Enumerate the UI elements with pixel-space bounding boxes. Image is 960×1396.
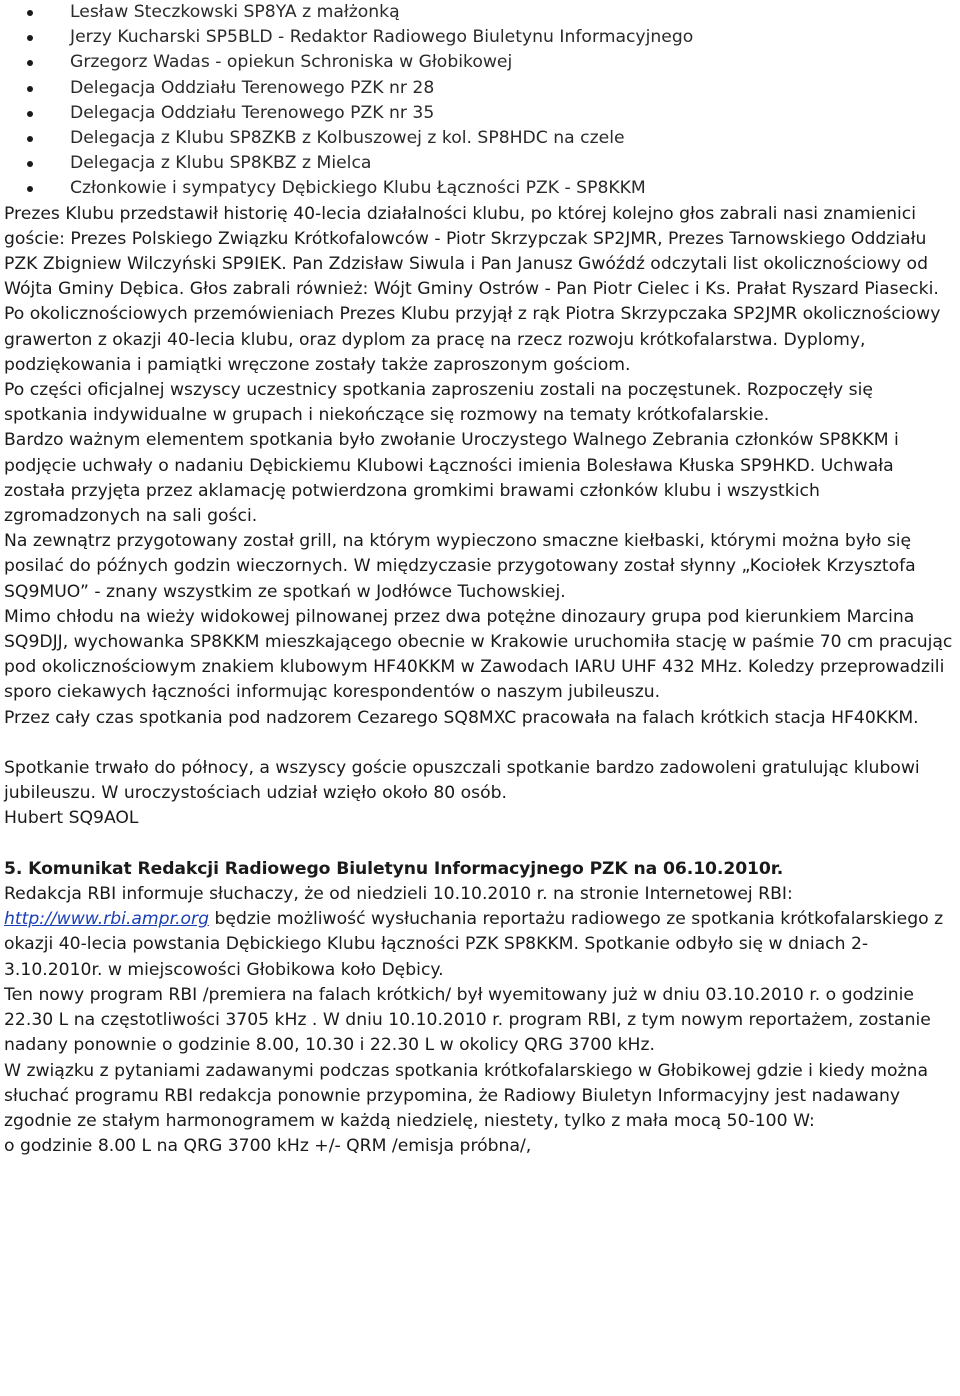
paragraph-general-meeting: Bardzo ważnym elementem spotkania było zwołanie Uroczystego Walnego Zebrania członków SP8KKM i podjęcie uchwały o nadaniu Dębickiemu Klubowi Łączności imienia Bolesława Kłuska SP9HKD. Uchwała została przyjęta przez aklamację potwierdzona gromkimi brawami członków klubu i wszystkich zgromadzonych na sali gości. xyxy=(4,430,899,527)
guest-list xyxy=(4,0,958,202)
paragraph-award: Po okolicznościowych przemówieniach Prezes Klubu przyjął z rąk Piotra Skrzypczaka SP2JMR okolicznościowy grawerton z okazji 40-lecia klubu, oraz dyplom za pracę na rzecz rozwoju krótkofalarstwa. Dyplomy, podziękowania i pamiątki wręczone zostały także zaproszonym gościom. xyxy=(4,304,941,375)
signature: Hubert SQ9AOL xyxy=(4,808,139,829)
spacer xyxy=(4,731,958,756)
bullet-icon xyxy=(27,136,33,142)
list-item: Delegacja z Klubu SP8KBZ z Mielca xyxy=(4,151,958,176)
paragraph-rbi-announcement: Redakcja RBI informuje słuchaczy, że od niedzieli 10.10.2010 r. na stronie Internetowej RBI: http://www.rbi.ampr.org będzie możliwość wysłuchania reportażu radiowego ze spotkania krótkofalarskiego z okazji 40-lecia powstania Dębickiego Klubu łączności PZK SP8KKM. Spotkanie odbyło się w dniach 2-3.10.2010r. w miejscowości Głobikowa koło Dębicy. xyxy=(4,884,944,980)
list-item: Jerzy Kucharski SP5BLD - Redaktor Radiowego Biuletynu Informacyjnego xyxy=(4,25,958,50)
list-item: Delegacja Oddziału Terenowego PZK nr 28 xyxy=(4,76,958,101)
rbi-website-link[interactable]: http://www.rbi.ampr.org xyxy=(4,909,210,930)
paragraph-closing: Spotkanie trwało do północy, a wszyscy goście opuszczali spotkanie bardzo zadowoleni gratulując klubowi jubileuszu. W uroczystościach udział wzięło około 80 osób. xyxy=(4,758,920,804)
bullet-icon xyxy=(27,35,33,41)
list-item: Lesław Steczkowski SP8YA z małżonką xyxy=(4,0,958,25)
paragraph-rbi-premiere: Ten nowy program RBI /premiera na falach krótkich/ był wyemitowany już w dniu 03.10.2010 r. o godzinie 22.30 L na częstotliwości 3705 kHz . W dniu 10.10.2010 r. program RBI, z tym nowym reportażem, zostanie nadany ponownie o godzinie 8.00, 10.30 i 22.30 L w okolicy QRG 3700 kHz. xyxy=(4,984,931,1056)
paragraph-rbi-time: o godzinie 8.00 L na QRG 3700 kHz +/- QRM /emisja próbna/, xyxy=(4,1136,532,1157)
paragraph-grill: Na zewnątrz przygotowany został grill, na którym wypieczono smaczne kiełbaski, którymi można było się posilać do późnych godzin wieczornych. W międzyczasie przygotowany został słynny „Kociołek Krzysztofa SQ9MUO” - znany wszystkim ze spotkań w Jodłówce Tuchowskiej. xyxy=(4,531,916,602)
list-item: Delegacja Oddziału Terenowego PZK nr 35 xyxy=(4,101,958,126)
bullet-icon xyxy=(27,60,33,66)
list-item: Grzegorz Wadas - opiekun Schroniska w Głobikowej xyxy=(4,50,958,75)
paragraph-rbi-schedule: W związku z pytaniami zadawanymi podczas spotkania krótkofalarskiego w Głobikowej gdzie i kiedy można słuchać programu RBI redakcja ponownie przypomina, że Radiowy Biuletyn Informacyjny jest nadawany zgodnie ze stałym harmonogramem w każdą niedzielę, niestety, tylko z mała mocą 50-100 W: xyxy=(4,1060,928,1131)
bullet-icon xyxy=(27,86,33,92)
section-heading: 5. Komunikat Redakcji Radiowego Biuletynu Informacyjnego PZK na 06.10.2010r. xyxy=(4,858,784,879)
paragraph-refreshments: Po części oficjalnej wszyscy uczestnicy spotkania zaproszeniu zostali na poczęstunek. Rozpoczęły się spotkania indywidualne w grupach i niekończące się rozmowy na tematy krótkofalarskie. xyxy=(4,380,873,426)
list-item: Członkowie i sympatycy Dębickiego Klubu Łączności PZK - SP8KKM xyxy=(4,176,958,201)
bullet-icon xyxy=(27,186,33,192)
bullet-icon xyxy=(27,161,33,167)
bullet-icon xyxy=(27,10,33,16)
bullet-icon xyxy=(27,111,33,117)
spacer xyxy=(4,832,958,857)
paragraph-speeches: Prezes Klubu przedstawił historię 40-lecia działalności klubu, po której kolejno głos zabrali nasi znamienici goście: Prezes Polskiego Związku Krótkofalowców - Piotr Skrzypczak SP2JMR, Prezes Tarnowskiego Oddziału PZK Zbigniew Wilczyński SP9IEK. Pan Zdzisław Siwula i Pan Janusz Gwóźdź odczytali list okolicznościowy od Wójta Gminy Dębica. Głos zabrali również: Wójt Gminy Ostrów - Pan Piotr Cielec i Ks. Prałat Ryszard Piasecki. xyxy=(4,203,939,300)
paragraph-hf-station: Przez cały czas spotkania pod nadzorem Cezarego SQ8MXC pracowała na falach krótkich stacja HF40KKM. xyxy=(4,707,919,728)
paragraph-tower-station: Mimo chłodu na wieży widokowej pilnowanej przez dwa potężne dinozaury grupa pod kierunkiem Marcina SQ9DJJ, wychowanka SP8KKM mieszkającego obecnie w Krakowie uruchomiła stację w paśmie 70 cm pracując pod okolicznościowym znakiem klubowym HF40KKM w Zawodach IARU UHF 432 MHz. Koledzy przeprowadzili sporo ciekawych łączności informując korespondentów o naszym jubileuszu. xyxy=(4,606,953,703)
list-item: Delegacja z Klubu SP8ZKB z Kolbuszowej z kol. SP8HDC na czele xyxy=(4,126,958,151)
document-page xyxy=(4,0,958,1159)
